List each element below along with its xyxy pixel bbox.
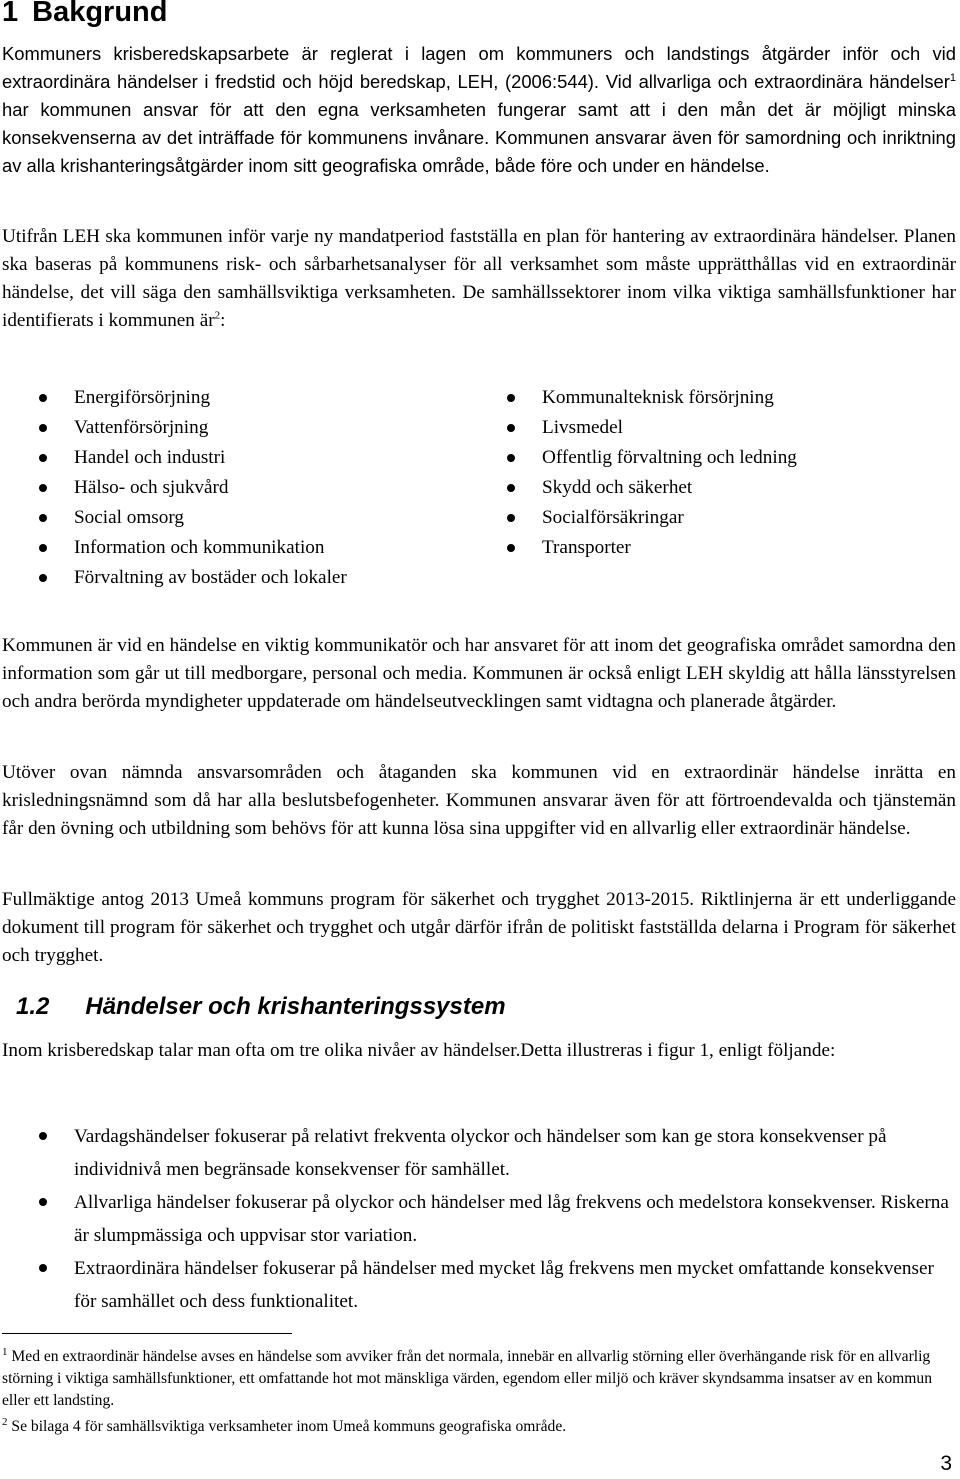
paragraph-plan bbox=[2, 223, 956, 335]
section-heading-1 bbox=[2, 0, 167, 29]
bullet-icon bbox=[39, 484, 47, 492]
list-item bbox=[2, 1186, 952, 1252]
section-title: Bakgrund bbox=[32, 0, 168, 28]
paragraph-text: Kommuners krisberedskapsarbete är reglerat i lagen om kommuners och landstings åtgärder inför och vid extraordinära händelser i fredstid och höjd beredskap, LEH, (2006:544). Vid allvarliga och extraordinära händelser bbox=[2, 43, 956, 92]
bullet-icon bbox=[39, 1264, 47, 1272]
list-item-text: Socialförsäkringar bbox=[542, 507, 684, 528]
list-item-text: Hälso- och sjukvård bbox=[74, 477, 229, 498]
list-item bbox=[2, 413, 347, 443]
list-item bbox=[2, 443, 347, 473]
list-item bbox=[2, 383, 347, 413]
footnote-text: Med en extraordinär händelse avses en händelse som avviker från det normala, innebär en allvarlig störning eller överhängande risk för en allvarlig störning i viktiga samhällsfunktioner, ett omfattande hot mot mänskliga värden, egendom eller miljö och kräver skyndsamma insatser av en kommun eller ett landsting. bbox=[2, 1348, 933, 1409]
footnote-1 bbox=[2, 1346, 952, 1412]
bullet-icon bbox=[507, 394, 515, 402]
page-number: 3 bbox=[940, 1452, 952, 1475]
list-item bbox=[470, 533, 797, 563]
section-number: 1 bbox=[2, 0, 19, 28]
list-item-text: Skydd och säkerhet bbox=[542, 477, 693, 498]
bullet-icon bbox=[39, 1198, 47, 1206]
section-number: 1.2 bbox=[16, 993, 50, 1020]
footnote-text: Se bilaga 4 för samhällsviktiga verksamheter inom Umeå kommuns geografiska område. bbox=[11, 1418, 567, 1435]
footnote-number: 2 bbox=[2, 1415, 8, 1428]
list-item bbox=[2, 533, 347, 563]
paragraph-levels-intro: Inom krisberedskap talar man ofta om tre olika nivåer av händelser.Detta illustreras i figur 1, enligt följande: bbox=[2, 1040, 836, 1061]
list-item-text: Energiförsörjning bbox=[74, 387, 211, 408]
list-item bbox=[2, 503, 347, 533]
bullet-icon bbox=[39, 394, 47, 402]
footnote-number: 1 bbox=[2, 1345, 8, 1358]
list-item bbox=[470, 383, 797, 413]
paragraph-background bbox=[2, 40, 956, 180]
list-item-text: Transporter bbox=[542, 537, 631, 558]
bullet-icon bbox=[507, 454, 515, 462]
list-item-text: Social omsorg bbox=[74, 507, 184, 528]
bullet-icon bbox=[39, 514, 47, 522]
paragraph-text: Utifrån LEH ska kommunen inför varje ny mandatperiod fastställa en plan för hantering av extraordinära händelser. Planen ska baseras på kommunens risk- och sårbarhetsanalyser för all verksamhet som måste upprätthållas vid en extraordinär händelse, det vill säga den samhällsviktiga verksamheten. De samhällssektorer inom vilka viktiga samhällsfunktioner har identifierats i kommunen är bbox=[2, 226, 956, 331]
list-item-text: Vardagshändelser fokuserar på relativt frekventa olyckor och händelser som kan ge stora konsekvenser på individnivå men begränsade konsekvenser för samhället. bbox=[74, 1126, 887, 1180]
footnote-separator bbox=[2, 1333, 292, 1334]
bullet-icon bbox=[507, 514, 515, 522]
paragraph-text: : bbox=[220, 310, 226, 331]
list-item bbox=[2, 473, 347, 503]
list-item bbox=[2, 1120, 952, 1186]
bullet-icon bbox=[507, 484, 515, 492]
section-title: Händelser och krishanteringssystem bbox=[85, 993, 506, 1020]
list-item bbox=[2, 563, 347, 593]
paragraph-crisis-board: Utöver ovan nämnda ansvarsområden och åtaganden ska kommunen vid en extraordinär händelse inrätta en krisledningsnämnd som då har alla beslutsbefogenheter. Kommunen ansvarar även för att förtroendevalda och tjänstemän får den övning och utbildning som behövs för att kunna lösa sina uppgifter vid en allvarlig eller extraordinär händelse. bbox=[2, 762, 956, 839]
paragraph-text: har kommunen ansvar för att den egna verksamheten fungerar samt att i den mån det är möjligt minska konsekvenserna av det inträffade för kommunens invånare. Kommunen ansvarar även för samordning och inriktning av alla krishanteringsåtgärder inom sitt geografiska område, både före och under en händelse. bbox=[2, 99, 956, 176]
list-item-text: Allvarliga händelser fokuserar på olyckor och händelser med låg frekvens och medelstora konsekvenser. Riskerna är slumpmässiga och uppvisar stor variation. bbox=[74, 1192, 949, 1246]
section-heading-1-2 bbox=[16, 993, 506, 1021]
paragraph-program: Fullmäktige antog 2013 Umeå kommuns program för säkerhet och trygghet 2013-2015. Riktlinjerna är ett underliggande dokument till program för säkerhet och trygghet och utgår därför ifrån de politiskt fastställda delarna i Program för säkerhet och trygghet. bbox=[2, 889, 956, 966]
bullet-icon bbox=[507, 544, 515, 552]
list-item bbox=[2, 1252, 952, 1318]
bullet-icon bbox=[39, 1132, 47, 1140]
list-item-text: Livsmedel bbox=[542, 417, 623, 438]
sectors-list-left bbox=[2, 383, 347, 593]
list-item-text: Extraordinära händelser fokuserar på händelser med mycket låg frekvens men mycket omfattande konsekvenser för samhället och dess funktionalitet. bbox=[74, 1258, 934, 1312]
footnote-2 bbox=[2, 1416, 952, 1438]
bullet-icon bbox=[39, 454, 47, 462]
list-item-text: Handel och industri bbox=[74, 447, 226, 468]
list-item-text: Information och kommunikation bbox=[74, 537, 325, 558]
list-item-text: Offentlig förvaltning och ledning bbox=[542, 447, 797, 468]
bullet-icon bbox=[39, 544, 47, 552]
list-item bbox=[470, 503, 797, 533]
list-item-text: Förvaltning av bostäder och lokaler bbox=[74, 567, 347, 588]
list-item bbox=[470, 413, 797, 443]
bullet-icon bbox=[39, 574, 47, 582]
list-item bbox=[470, 473, 797, 503]
list-item-text: Kommunalteknisk försörjning bbox=[542, 387, 774, 408]
paragraph-communication: Kommunen är vid en händelse en viktig kommunikatör och har ansvaret för att inom det geografiska området samordna den information som går ut till medborgare, personal och media. Kommunen är också enligt LEH skyldig att hålla länsstyrelsen och andra berörda myndigheter uppdaterade om händelseutvecklingen samt vidtagna och planerade åtgärder. bbox=[2, 635, 956, 712]
footnote-ref-1[interactable]: 1 bbox=[949, 71, 956, 84]
sectors-list-right bbox=[470, 383, 797, 563]
list-item bbox=[470, 443, 797, 473]
bullet-icon bbox=[39, 424, 47, 432]
event-levels-list bbox=[2, 1120, 952, 1318]
list-item-text: Vattenförsörjning bbox=[74, 417, 209, 438]
bullet-icon bbox=[507, 424, 515, 432]
footnote-ref-2[interactable]: 2 bbox=[214, 309, 221, 322]
